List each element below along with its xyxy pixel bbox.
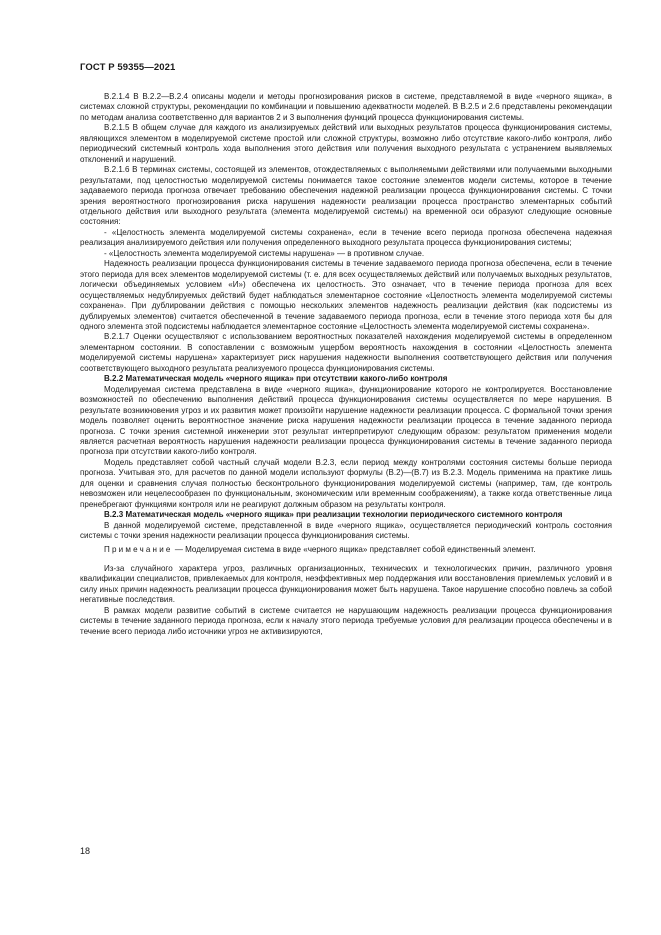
note-text: — Моделируемая система в виде «черного ящика» представляет собой единственный элемент. (172, 545, 536, 555)
section-heading-b-2-3: В.2.3 Математическая модель «черного ящика» при реализации технологии периодического системного контроля (104, 510, 563, 520)
page-header-standard-number: ГОСТ Р 59355—2021 (80, 62, 176, 73)
note-label: Примечание (104, 545, 173, 555)
paragraph-b-2-1-7: В.2.1.7 Оценки осуществляют с использованием вероятностных показателей нахождения моделируемой системы в определенном элементарном состоянии. В сопоставлении с возможным ущербом вероятность нахождения в состоянии «Целостность элемента моделируемой системы нарушена» характеризует риск нарушения надежности выполнения соответствующего действия или получения соответствующего выходного результата реализуемого процесса функционирования системы. (80, 332, 612, 373)
page-number: 18 (80, 846, 91, 856)
paragraph-b-2-1-6: В.2.1.6 В терминах системы, состоящей из элементов, отождествляемых с выполняемыми действиями или получаемыми выходными результатами, под целостностью моделируемой системы понимается такое состояние элементов модели системы, которое в течение задаваемого периода прогноза отвечает требованию обеспечения надежной реализации процесса функционирования системы. С точки зрения вероятностного прогнозирования риска нарушения надежности реализации процесса пространство элементарных событий отдельного действия или выходного результата (элемента моделируемой системы) на временной оси образуют следующие основные состояния: (80, 165, 612, 227)
paragraph-black-box-model: Моделируемая система представлена в виде «черного ящика», функционирование которого не контролируется. Восстановление возможностей по обеспечению выполнения действий процесса функционирования системы осуществляется по мере нарушения. В результате возникновения угроз и их развития может произойти нарушение надежности реализации процесса. С формальной точки зрения модель позволяет оценить вероятностное значение риска нарушения надежности реализации процесса в течение заданного периода прогноза. С точки зрения системной инженерии этот результат интерпретируют следующим образом: результатом применения модели является расчетная вероятность нарушения надежности реализации процесса функционирования системы в течение заданного периода прогноза при отсутствии какого-либо контроля. (80, 384, 612, 457)
paragraph-periodic-control: В данной моделируемой системе, представленной в виде «черного ящика», осуществляется периодический контроль состояния системы с точки зрения надежности реализации процесса функционирования системы. (80, 520, 612, 541)
list-item-integrity-violated: - «Целостность элемента моделируемой системы нарушена» — в противном случае. (104, 248, 425, 258)
paragraph-random-threats: Из-за случайного характера угроз, различных организационных, технических и технологических причин, различного уровня квалификации специалистов, привлекаемых для контроля, неэффективных мер поддержания или восстановления приемлемых условий и в силу иных причин надежность реализации процесса функционирования может быть нарушена. Такое нарушение способно повлечь за собой негативные последствия. (80, 563, 612, 605)
section-heading-b-2-2: В.2.2 Математическая модель «черного ящика» при отсутствии какого-либо контроля (104, 374, 448, 384)
document-body (80, 92, 612, 637)
paragraph-reliability: Надежность реализации процесса функционирования системы в течение задаваемого периода прогноза обеспечена, если в течение этого периода для всех элементов моделируемой системы (т. е. для всех осуществляемых действий или получаемых выходных результатов, логически объединяемых условием «И») обеспечена их целостность. Это означает, что в течение периода прогноза для всех осуществляемых недублируемых действий будет наблюдаться элементарное состояние «Целостность элемента моделируемой системы сохранена». При дублировании действия с помощью нескольких элементов надежность реализации действия (как подсистемы из дублируемых элементов) считается обеспеченной в течение задаваемого периода прогноза, если в течение этого периода хотя бы для одного элемента этой подсистемы наблюдается элементарное состояние «Целостность элемента моделируемой системы сохранена». (80, 259, 612, 331)
paragraph-b-2-1-5: В.2.1.5 В общем случае для каждого из анализируемых действий или выходных результатов процесса функционирования системы, являющихся элементом в моделируемой системе простой или сложной структуры, возможно либо отсутствие какого-либо контроля, либо периодический системный контроль хода выполнения этого действия или получения выходного результата с устранением выявляемых отклонений и нарушений. (80, 123, 612, 164)
list-item-integrity-preserved: - «Целостность элемента моделируемой системы сохранена», если в течение всего периода прогноза обеспечена надежная реализация анализируемого действия или получения определенного выходного результата процесса функционирования системы; (80, 227, 612, 248)
paragraph-model-special-case: Модель представляет собой частный случай модели В.2.3, если период между контролями состояния системы больше периода прогноза. Учитывая это, для расчетов по данной модели используют формулы (В.2)—(В.7) из В.2.3. Модель применима на практике лишь для оценки и сравнения случая полностью бесконтрольного функционирования моделируемой системы (например, там, где контроль невозможен или нецелесообразен по функциональным, экономическим или временным соображениям), а также когда ответственные лица пренебрегают функциями контроля или не реагируют должным образом на результаты контроля. (80, 457, 612, 509)
note-paragraph (80, 545, 612, 555)
paragraph-model-events: В рамках модели развитие событий в системе считается не нарушающим надежность реализации процесса функционирования системы в течение заданного периода прогноза, если к началу этого периода требуемые условия для реализации процесса обеспечены и в течение всего периода либо источники угроз не активизируются, (80, 605, 612, 636)
paragraph-b-2-1-4: В.2.1.4 В В.2.2—В.2.4 описаны модели и методы прогнозирования рисков в системе, представляемой в виде «черного ящика», в системах сложной структуры, рекомендации по комбинации и повышению адекватности моделей. В В.2.5 и 2.6 представлены рекомендации по методам анализа соответственно для вариантов 2 и 3 выполнения функций процесса функционирования системы. (80, 92, 612, 122)
